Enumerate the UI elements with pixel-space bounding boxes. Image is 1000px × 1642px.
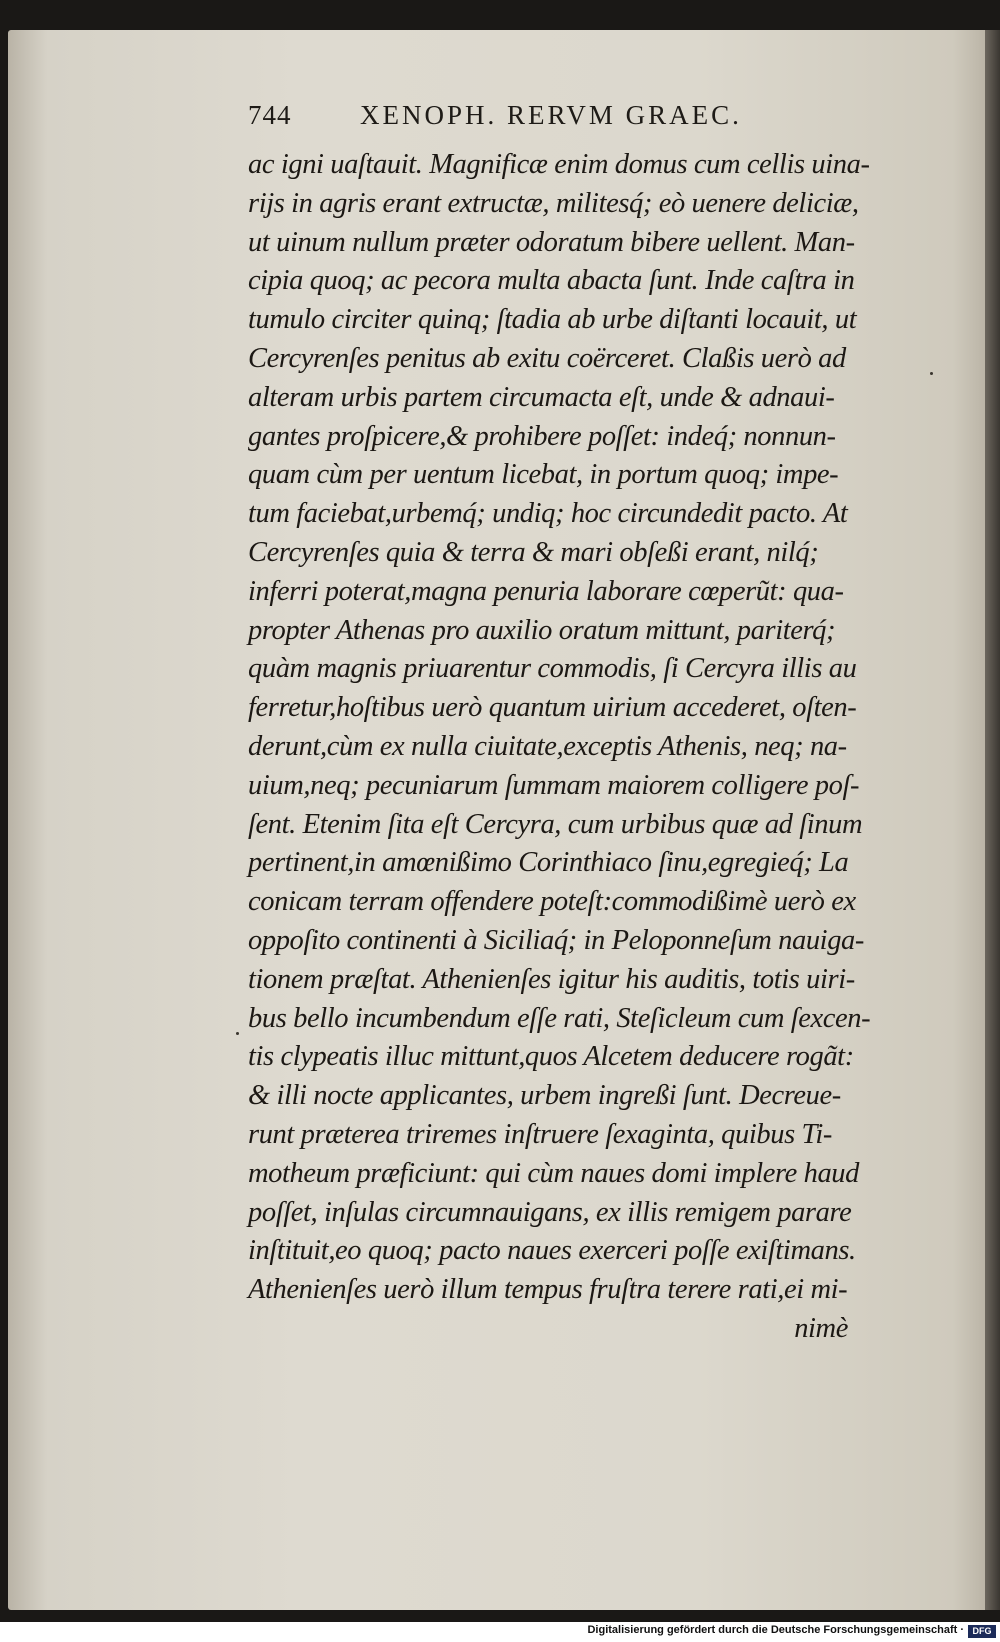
text-line: quam cùm per uentum licebat, in portum quoq; impe- xyxy=(248,459,839,491)
text-line: ſent. Etenim ſita eſt Cercyra, cum urbibus quæ ad ſinum xyxy=(248,808,863,840)
digitization-credit: Digitalisierung gefördert durch die Deutsche Forschungsgemeinschaft · xyxy=(587,1624,964,1636)
text-line: tis clypeatis illuc mittunt,quos Alcetem deducere rogãt: xyxy=(248,1041,854,1073)
text-line: quàm magnis priuarentur commodis, ſi Cercyra illis au xyxy=(248,653,857,685)
text-line: Cercyrenſes quia & terra & mari obſeßi erant, nilq́; xyxy=(248,536,819,568)
text-line: ut uinum nullum præter odoratum bibere uellent. Man- xyxy=(248,226,855,258)
text-line: tumulo circiter quinq; ſtadia ab urbe diſtanti locauit, ut xyxy=(248,304,857,336)
text-line: derunt,cùm ex nulla ciuitate,exceptis Athenis, neq; na- xyxy=(248,730,847,762)
text-line: gantes proſpicere,& prohibere poſſet: indeq́; nonnun- xyxy=(248,420,836,452)
text-line: bus bello incumbendum eſſe rati, Steſicleum cum ſexcen- xyxy=(248,1002,871,1034)
text-line: poſſet, inſulas circumnauigans, ex illis remigem parare xyxy=(248,1196,852,1228)
text-line: propter Athenas pro auxilio oratum mittunt, pariterq́; xyxy=(248,614,836,646)
text-line: uium,neq; pecuniarum ſummam maiorem colligere poſ- xyxy=(248,769,860,801)
running-title: XENOPH. RERVM GRAEC. xyxy=(360,100,742,130)
text-line: Cercyrenſes penitus ab exitu coërceret. Claßis uerò ad xyxy=(248,342,846,374)
text-line: alteram urbis partem circumacta eſt, unde & adnaui- xyxy=(248,381,835,413)
catchword: nimè xyxy=(794,1312,848,1344)
body-text xyxy=(248,146,888,1349)
text-line: conicam terram offendere poteſt:commodißimè uerò ex xyxy=(248,886,856,918)
text-line: runt præterea triremes inſtruere ſexaginta, quibus Ti- xyxy=(248,1118,832,1150)
text-line: tum faciebat,urbemq́; undiq; hoc circundedit pacto. At xyxy=(248,498,848,530)
page-number: 744 xyxy=(248,100,292,130)
page-header xyxy=(248,100,828,140)
text-line: tionem præſtat. Athenienſes igitur his auditis, totis uiri- xyxy=(248,963,855,995)
text-line: ac igni uaſtauit. Magnificæ enim domus cum cellis uina- xyxy=(248,149,870,180)
text-line: & illi nocte applicantes, urbem ingreßi ſunt. Decreue- xyxy=(248,1080,841,1112)
text-line: ferretur,hoſtibus uerò quantum uirium accederet, oſten- xyxy=(248,692,857,724)
dfg-logo: DFG xyxy=(968,1625,996,1638)
text-line: inſtituit,eo quoq; pacto naues exerceri poſſe exiſtimans. xyxy=(248,1235,856,1267)
text-line: pertinent,in amœnißimo Corinthiaco ſinu,egregieq́; La xyxy=(248,847,849,879)
ink-speck xyxy=(236,1032,239,1035)
ink-speck xyxy=(930,372,933,375)
page-edge xyxy=(985,30,1000,1610)
text-line: cipia quoq; ac pecora multa abacta ſunt. Inde caſtra in xyxy=(248,265,855,297)
text-line: rijs in agris erant extructæ, militesq́; eò uenere deliciæ, xyxy=(248,187,859,219)
text-line: oppoſito continenti à Siciliaq́; in Peloponneſum nauiga- xyxy=(248,924,864,956)
text-line: motheum præficiunt: qui cùm naues domi implere haud xyxy=(248,1157,860,1189)
text-line: Athenienſes uerò illum tempus fruſtra terere rati,ei mi- xyxy=(248,1274,848,1306)
text-line: inferri poterat,magna penuria laborare cœperũt: qua- xyxy=(248,575,844,607)
